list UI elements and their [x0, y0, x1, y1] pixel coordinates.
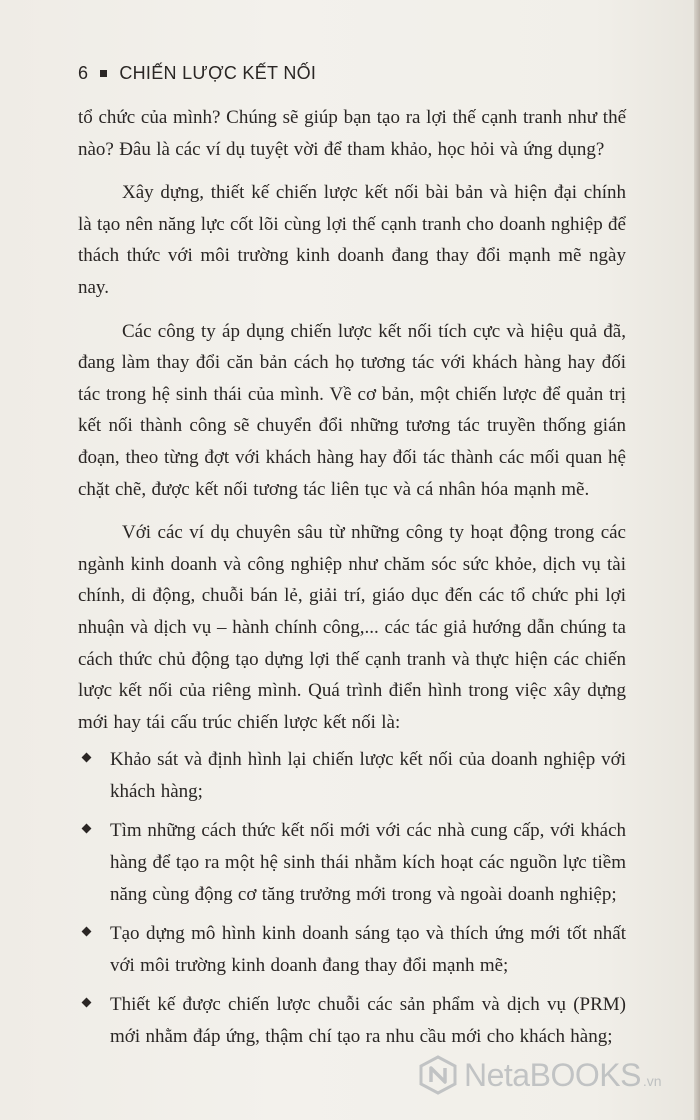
diamond-bullet-icon [82, 998, 92, 1008]
chapter-title: CHIẾN LƯỢC KẾT NỐI [119, 63, 317, 83]
bullet-text: Tạo dựng mô hình kinh doanh sáng tạo và thích ứng mới tốt nhất với môi trường kinh doanh đang thay đổi mạnh mẽ; [110, 923, 626, 976]
bullet-item [78, 815, 626, 910]
body-text [78, 102, 626, 1061]
netabooks-logo-icon [418, 1055, 458, 1095]
header-square-icon [100, 70, 107, 77]
watermark-suffix: .vn [642, 1073, 662, 1089]
bullet-text: Khảo sát và định hình lại chiến lược kết nối của doanh nghiệp với khách hàng; [110, 749, 626, 802]
running-header [78, 63, 316, 84]
bullet-item [78, 989, 626, 1052]
diamond-bullet-icon [82, 753, 92, 763]
paragraph: Với các ví dụ chuyên sâu từ những công ty hoạt động trong các ngành kinh doanh và công nghiệp như chăm sóc sức khỏe, dịch vụ tài chính, di động, chuỗi bán lẻ, giải trí, giáo dục đến các tổ chức phi lợi nhuận và dịch vụ – hành chính công,... các tác giả hướng dẫn chúng ta cách thức chủ động tạo dựng lợi thế cạnh tranh và thực hiện các chiến lược kết nối của riêng mình. Quá trình điển hình trong việc xây dựng mới hay tái cấu trúc chiến lược kết nối là: [78, 522, 626, 733]
bullet-item [78, 744, 626, 807]
paragraph: Xây dựng, thiết kế chiến lược kết nối bài bản và hiện đại chính là tạo nên năng lực cốt lõi cùng lợi thế cạnh tranh cho doanh nghiệp để thách thức với môi trường kinh doanh đang thay đổi mạnh mẽ ngày nay. [78, 182, 626, 298]
diamond-bullet-icon [82, 927, 92, 937]
bullet-list [78, 744, 626, 1052]
watermark [418, 1055, 662, 1095]
page-edge [694, 0, 700, 1120]
bullet-text: Thiết kế được chiến lược chuỗi các sản phẩm và dịch vụ (PRM) mới nhằm đáp ứng, thậm chí tạo ra nhu cầu mới cho khách hàng; [110, 994, 626, 1048]
diamond-bullet-icon [82, 824, 92, 834]
page-number: 6 [78, 63, 89, 83]
watermark-brand: NetaBOOKS [464, 1056, 641, 1093]
bullet-item [78, 918, 626, 981]
bullet-text: Tìm những cách thức kết nối mới với các nhà cung cấp, với khách hàng để tạo ra một hệ sinh thái nhằm kích hoạt các nguồn lực tiềm năng cùng động cơ tăng trưởng mới trong và ngoài doanh nghiệp; [110, 820, 626, 905]
paragraph-continuation: tổ chức của mình? Chúng sẽ giúp bạn tạo ra lợi thế cạnh tranh như thế nào? Đâu là các ví dụ tuyệt vời để tham khảo, học hỏi và ứng dụng? [78, 107, 626, 160]
paragraph: Các công ty áp dụng chiến lược kết nối tích cực và hiệu quả đã, đang làm thay đổi căn bản cách họ tương tác với khách hàng hay đối tác trong hệ sinh thái của mình. Về cơ bản, một chiến lược để quản trị kết nối thành công sẽ chuyển đổi những tương tác truyền thống gián đoạn, theo từng đợt với khách hàng hay đối tác thành các mối quan hệ chặt chẽ, được kết nối tương tác liên tục và cá nhân hóa mạnh mẽ. [78, 320, 626, 500]
